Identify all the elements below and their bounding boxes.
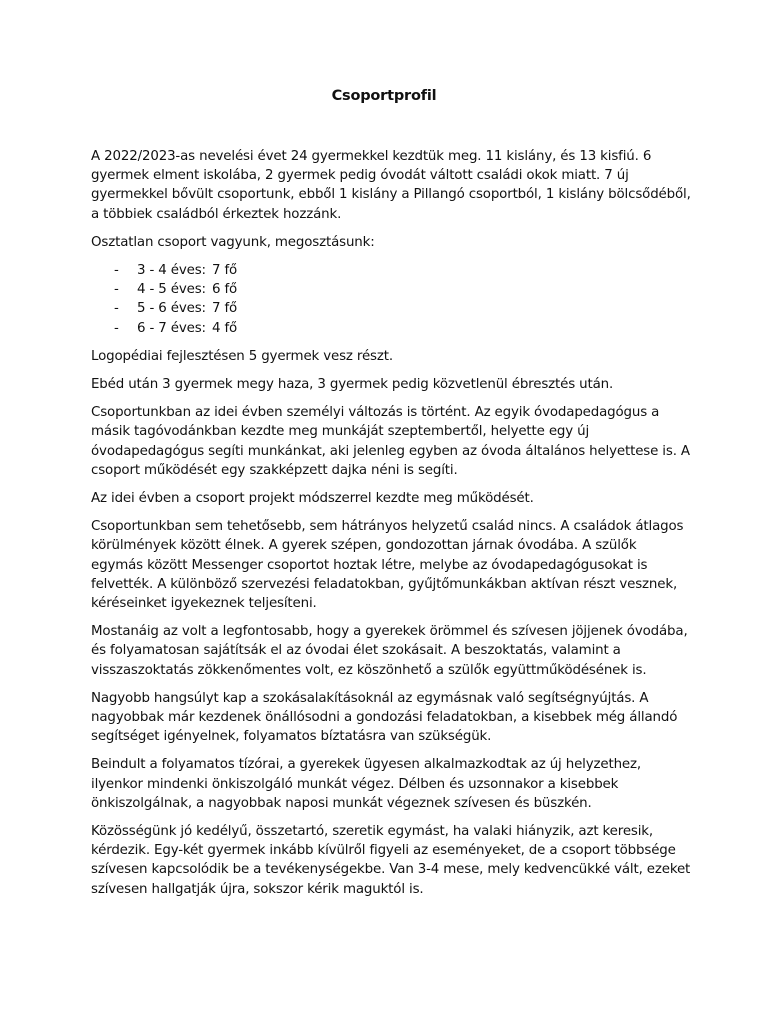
list-dash: - (114, 301, 119, 317)
lunch-paragraph: Ebéd után 3 gyermek megy haza, 3 gyermek pedig közvetlenül ébresztés után. (91, 376, 614, 392)
age-range: 5 - 6 éves: (137, 301, 206, 317)
staff-change-paragraph: Csoportunkban az idei évben személyi változás is történt. Az egyik óvodapedagógus a másik tagóvodánkban kezdte meg munkáját szeptembertől, helyette egy új óvodapedagógus segíti munkánkat, aki jelenleg egyben az óvoda általános helyettese is. A csoport működését egy szakképzett dajka néni is segíti. (91, 405, 690, 478)
list-item (91, 319, 691, 338)
age-range: 3 - 4 éves: (137, 263, 206, 279)
age-range: 6 - 7 éves: (137, 320, 206, 336)
age-range: 4 - 5 éves: (137, 282, 206, 298)
document-body (91, 147, 691, 908)
speech-therapy-paragraph: Logopédiai fejlesztésen 5 gyermek vesz részt. (91, 348, 393, 364)
project-method-paragraph: Az idei évben a csoport projekt módszerrel kezdte meg működését. (91, 490, 534, 506)
child-count: 4 fő (212, 320, 238, 336)
families-paragraph: Csoportunkban sem tehetősebb, sem hátrányos helyzetű család nincs. A családok átlagos körülmények között élnek. A gyerek szépen, gondozottan járnak óvodába. A szülők egymás között Messenger csoportot hoztak létre, melybe az óvodapedagógusokat is felvették. A különböző szervezési feladatokban, gyűjtőmunkákban aktívan részt vesznek, kéréseinket igyekeznek teljesíteni. (91, 519, 684, 611)
snack-paragraph: Beindult a folyamatos tízórai, a gyerekek ügyesen alkalmazkodtak az új helyzethez, ilyenkor mindenki önkiszolgáló munkát végez. Délben és uzsonnakor a kisebbek önkiszolgálnak, a nagyobbak naposi munkát végeznek szívesen és büszkén. (91, 757, 641, 811)
settling-in-paragraph: Mostanáig az volt a legfontosabb, hogy a gyerekek örömmel és szívesen jöjjenek óvodába, és folyamatosan sajátítsák el az óvodai élet szokásait. A beszoktatás, valamint a visszaszoktatás zökkenőmentes volt, ez köszönhető a szülők együttműködésének is. (91, 624, 688, 678)
child-count: 7 fő (212, 301, 238, 317)
intro-paragraph: A 2022/2023-as nevelési évet 24 gyermekkel kezdtük meg. 11 kislány, és 13 kisfiú. 6 gyermek elment iskolába, 2 gyermek pedig óvodát váltott családi okok miatt. 7 új gyermekkel bővült csoportunk, ebből 1 kislány a Pillangó csoportból, 1 kislány bölcsődéből, a többiek családból érkeztek hozzánk. (91, 149, 691, 222)
list-dash: - (114, 320, 119, 336)
child-count: 7 fő (212, 263, 238, 279)
list-item (91, 299, 691, 318)
list-item (91, 261, 691, 280)
mutual-help-paragraph: Nagyobb hangsúlyt kap a szokásalakításoknál az egymásnak való segítségnyújtás. A nagyobbak már kezdenek önállósodni a gondozási feladatokban, a kisebbek még állandó segítséget igényelnek, folyamatos bíztatásra van szükségük. (91, 690, 678, 745)
child-count: 6 fő (212, 282, 238, 298)
age-group-list (91, 261, 691, 338)
community-paragraph: Közösségünk jó kedélyű, összetartó, szeretik egymást, ha valaki hiányzik, azt keresik, kérdezik. Egy-két gyermek inkább kívülről figyeli az eseményeket, de a csoport többsége szívesen kapcsolódik be a tevékenységekbe. Van 3-4 mese, mely kedvencükké vált, ezeket szívesen hallgatják újra, sokszor kérik maguktól is. (91, 824, 691, 897)
list-dash: - (114, 282, 119, 298)
document-title: Csoportprofil (331, 88, 437, 104)
list-item (91, 280, 691, 299)
group-split-intro: Osztatlan csoport vagyunk, megosztásunk: (91, 234, 375, 250)
list-dash: - (114, 263, 119, 279)
